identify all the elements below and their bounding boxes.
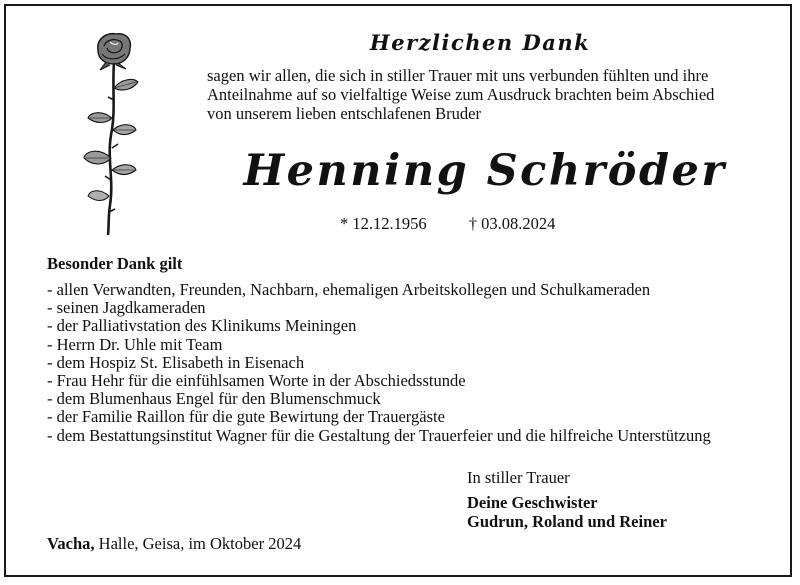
list-item: - Frau Hehr für die einfühlsamen Worte in der Abschiedsstunde xyxy=(47,371,466,391)
intro-line: von unserem lieben entschlafenen Bruder xyxy=(207,104,481,123)
intro-line: Anteilnahme auf so vielfaltige Weise zum Ausdruck brachten beim Abschied xyxy=(207,85,715,104)
intro-line: sagen wir allen, die sich in stiller Trauer mit uns verbunden fühlten und ihre xyxy=(207,66,709,85)
mourning-phrase: In stiller Trauer xyxy=(467,468,570,487)
place-town: Vacha, xyxy=(47,534,95,553)
list-item: - dem Blumenhaus Engel für den Blumenschmuck xyxy=(47,389,381,409)
special-thanks-heading: Besonder Dank gilt xyxy=(47,254,183,273)
death-date: † 03.08.2024 xyxy=(468,214,556,233)
signatories xyxy=(467,494,667,531)
life-dates xyxy=(340,214,640,234)
list-item: - dem Bestattungsinstitut Wagner für die Gestaltung der Trauerfeier und die hilfreiche Unterstützung xyxy=(47,425,711,445)
list-item: - allen Verwandten, Freunden, Nachbarn, ehemaligen Arbeitskollegen und Schulkameraden xyxy=(47,280,651,299)
thanks-title: Herzlichen Dank xyxy=(369,30,591,55)
deceased-name: Henning Schröder xyxy=(243,146,727,196)
place-rest: Halle, Geisa, im Oktober 2024 xyxy=(94,534,302,553)
list-item: - der Familie Raillon für die gute Bewirtung der Trauergäste xyxy=(47,407,445,427)
list-item: - Herrn Dr. Uhle mit Team xyxy=(47,334,223,354)
intro-text xyxy=(207,66,767,123)
thanks-list xyxy=(47,281,711,445)
signer-line: Deine Geschwister xyxy=(467,493,598,512)
list-item: - der Palliativstation des Klinikums Meiningen xyxy=(47,316,357,336)
list-item: - seinen Jagdkameraden xyxy=(47,298,206,318)
place-date xyxy=(47,534,301,554)
rose-illustration xyxy=(78,30,142,236)
list-item: - dem Hospiz St. Elisabeth in Eisenach xyxy=(47,352,305,372)
birth-date: * 12.12.1956 xyxy=(340,214,427,233)
signer-line: Gudrun, Roland und Reiner xyxy=(467,511,667,531)
